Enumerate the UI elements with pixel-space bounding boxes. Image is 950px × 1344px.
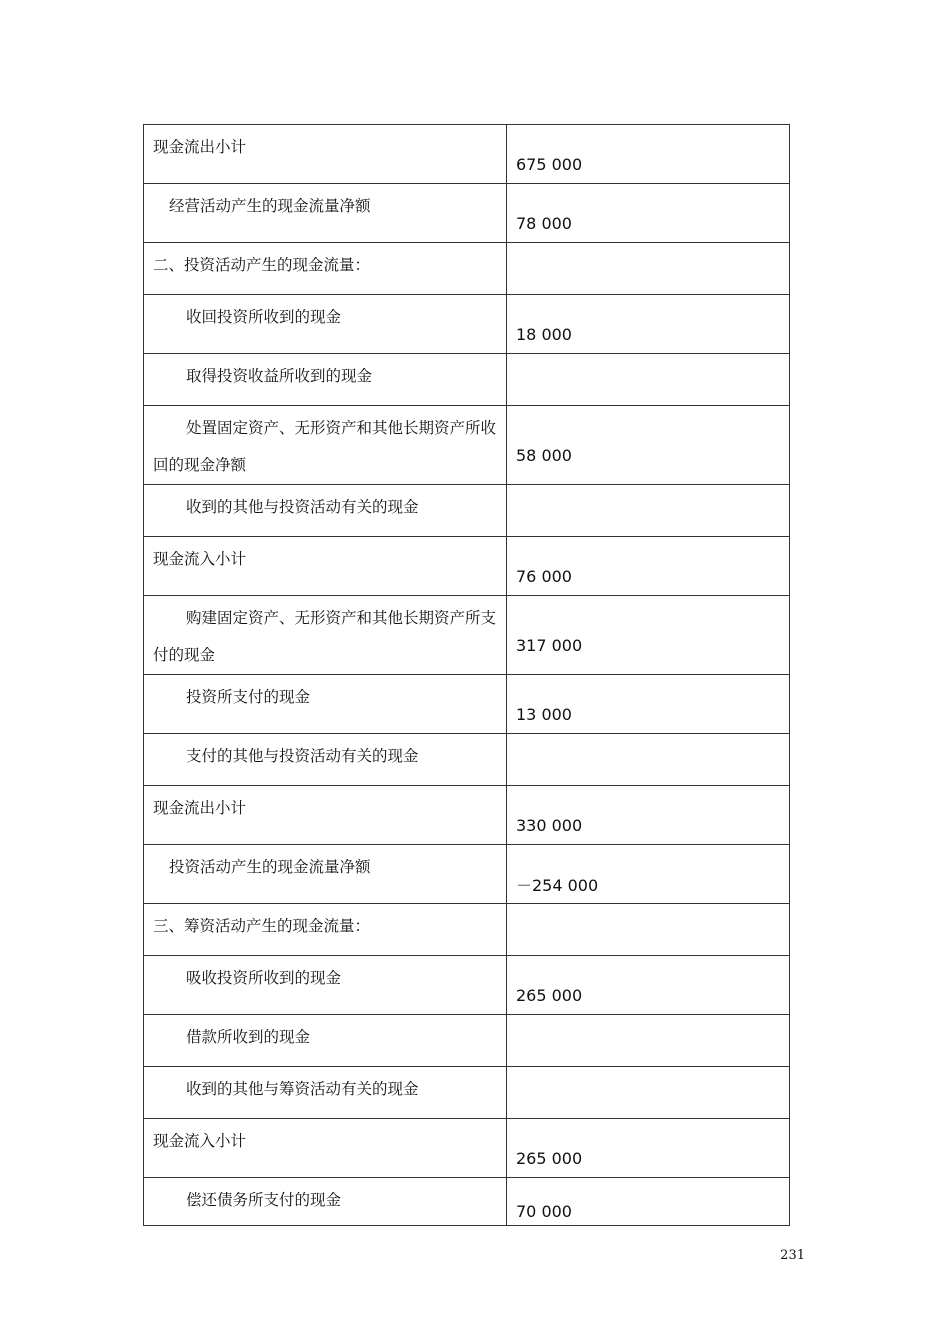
table-row bbox=[144, 184, 790, 243]
row-label: 经营活动产生的现金流量净额 bbox=[144, 184, 507, 243]
table-row bbox=[144, 596, 790, 675]
row-label: 现金流入小计 bbox=[144, 1119, 507, 1178]
table-row bbox=[144, 1119, 790, 1178]
table-row bbox=[144, 406, 790, 485]
row-label: 现金流入小计 bbox=[144, 537, 507, 596]
row-label: 收到的其他与筹资活动有关的现金 bbox=[144, 1067, 507, 1119]
row-label: 投资所支付的现金 bbox=[144, 675, 507, 734]
row-value: 317 000 bbox=[507, 596, 790, 675]
row-value bbox=[507, 485, 790, 537]
table-row bbox=[144, 125, 790, 184]
table-row bbox=[144, 537, 790, 596]
table-row bbox=[144, 295, 790, 354]
row-value: 330 000 bbox=[507, 786, 790, 845]
row-value: 675 000 bbox=[507, 125, 790, 184]
row-value: 265 000 bbox=[507, 956, 790, 1015]
row-label: 二、投资活动产生的现金流量： bbox=[144, 243, 507, 295]
cash-flow-table bbox=[143, 124, 790, 1226]
table-row bbox=[144, 786, 790, 845]
row-label: 购建固定资产、无形资产和其他长期资产所支付的现金 bbox=[144, 596, 507, 675]
table-row bbox=[144, 956, 790, 1015]
row-label: 吸收投资所收到的现金 bbox=[144, 956, 507, 1015]
table-row bbox=[144, 1015, 790, 1067]
row-value bbox=[507, 354, 790, 406]
row-label: 收到的其他与投资活动有关的现金 bbox=[144, 485, 507, 537]
row-label: 现金流出小计 bbox=[144, 125, 507, 184]
row-label: 支付的其他与投资活动有关的现金 bbox=[144, 734, 507, 786]
page-number: 231 bbox=[780, 1248, 805, 1263]
table-row bbox=[144, 675, 790, 734]
row-label: 收回投资所收到的现金 bbox=[144, 295, 507, 354]
row-value: －254 000 bbox=[507, 845, 790, 904]
row-value: 70 000 bbox=[507, 1178, 790, 1226]
row-value: 265 000 bbox=[507, 1119, 790, 1178]
table-row bbox=[144, 734, 790, 786]
cash-flow-table-body bbox=[144, 125, 790, 1226]
row-label: 取得投资收益所收到的现金 bbox=[144, 354, 507, 406]
row-value: 18 000 bbox=[507, 295, 790, 354]
row-label: 处置固定资产、无形资产和其他长期资产所收回的现金净额 bbox=[144, 406, 507, 485]
row-value: 58 000 bbox=[507, 406, 790, 485]
row-value bbox=[507, 1067, 790, 1119]
row-value bbox=[507, 243, 790, 295]
row-value: 13 000 bbox=[507, 675, 790, 734]
row-value: 76 000 bbox=[507, 537, 790, 596]
row-value: 78 000 bbox=[507, 184, 790, 243]
row-label: 偿还债务所支付的现金 bbox=[144, 1178, 507, 1226]
table-row bbox=[144, 243, 790, 295]
table-row bbox=[144, 904, 790, 956]
row-value bbox=[507, 1015, 790, 1067]
row-label: 投资活动产生的现金流量净额 bbox=[144, 845, 507, 904]
row-label: 借款所收到的现金 bbox=[144, 1015, 507, 1067]
row-label: 三、筹资活动产生的现金流量： bbox=[144, 904, 507, 956]
table-row bbox=[144, 485, 790, 537]
table-row bbox=[144, 1067, 790, 1119]
table-row bbox=[144, 1178, 790, 1226]
row-value bbox=[507, 904, 790, 956]
row-label: 现金流出小计 bbox=[144, 786, 507, 845]
row-value bbox=[507, 734, 790, 786]
table-row bbox=[144, 354, 790, 406]
table-row bbox=[144, 845, 790, 904]
